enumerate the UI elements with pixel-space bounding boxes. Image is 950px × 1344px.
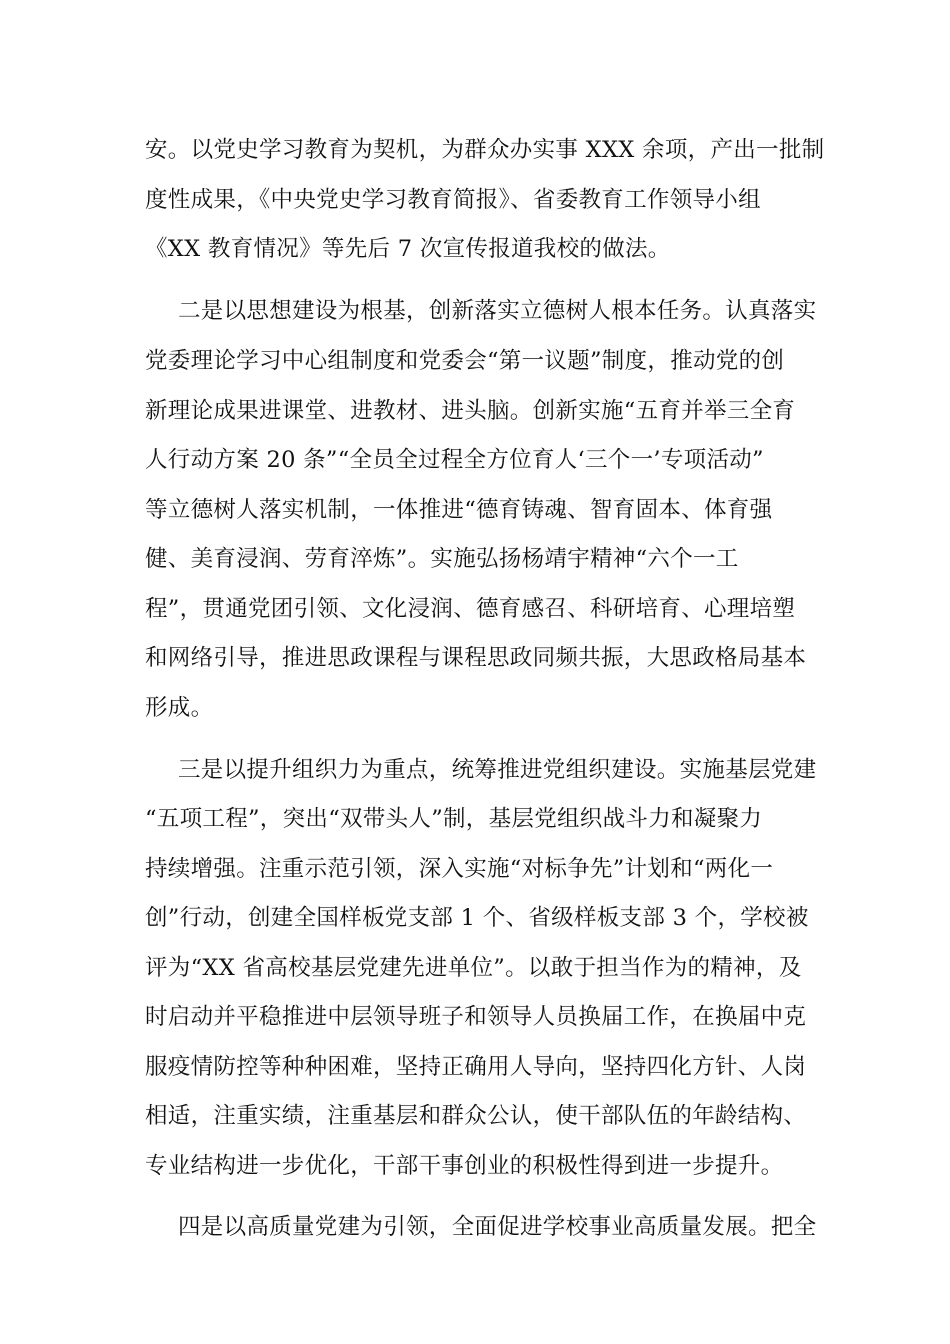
text-line: 创”行动，创建全国样板党支部 1 个、省级样板支部 3 个，学校被: [145, 905, 809, 931]
paragraph-first-line: 三是以提升组织力为重点，统筹推进党组织建设。实施基层党建: [178, 757, 817, 783]
text-line: 安。以党史学习教育为契机，为群众办实事 XXX 余项，产出一批制: [145, 137, 825, 163]
text-line: 评为“XX 省高校基层党建先进单位”。以敢于担当作为的精神，及: [145, 955, 802, 981]
text-line: 度性成果，《中央党史学习教育简报》、省委教育工作领导小组: [145, 187, 761, 213]
text-line: 专业结构进一步优化，干部干事创业的积极性得到进一步提升。: [145, 1153, 784, 1179]
text-line: 程”，贯通党团引领、文化浸润、德育感召、科研培育、心理培塑: [145, 596, 796, 622]
text-line: 健、美育浸润、劳育淬炼”。实施弘扬杨靖宇精神“六个一工: [145, 546, 739, 572]
text-line: 形成。: [145, 695, 214, 721]
paragraph-first-line: 二是以思想建设为根基，创新落实立德树人根本任务。认真落实: [178, 298, 817, 324]
text-line: 相适，注重实绩，注重基层和群众公认，使干部队伍的年龄结构、: [145, 1103, 807, 1129]
text-line: 党委理论学习中心组制度和党委会“第一议题”制度，推动党的创: [145, 348, 785, 374]
text-line: 和网络引导，推进思政课程与课程思政同频共振，大思政格局基本: [145, 645, 807, 671]
text-line: 时启动并平稳推进中层领导班子和领导人员换届工作，在换届中克: [145, 1004, 807, 1030]
text-line: “五项工程”，突出“双带头人”制，基层党组织战斗力和凝聚力: [145, 806, 763, 832]
text-line: 服疫情防控等种种困难，坚持正确用人导向，坚持四化方针、人岗: [145, 1054, 807, 1080]
text-line: 等立德树人落实机制，一体推进“德育铸魂、智育固本、体育强: [145, 497, 773, 523]
text-line: 《XX 教育情况》等先后 7 次宣传报道我校的做法。: [145, 236, 671, 262]
text-line: 持续增强。注重示范引领，深入实施“对标争先”计划和“两化一: [145, 856, 774, 882]
text-line: 人行动方案 20 条”“全员全过程全方位育人‘三个一’专项活动”: [145, 447, 764, 473]
text-line: 新理论成果进课堂、进教材、进头脑。创新实施“五育并举三全育: [145, 398, 796, 424]
paragraph-first-line: 四是以高质量党建为引领，全面促进学校事业高质量发展。把全: [178, 1214, 817, 1240]
